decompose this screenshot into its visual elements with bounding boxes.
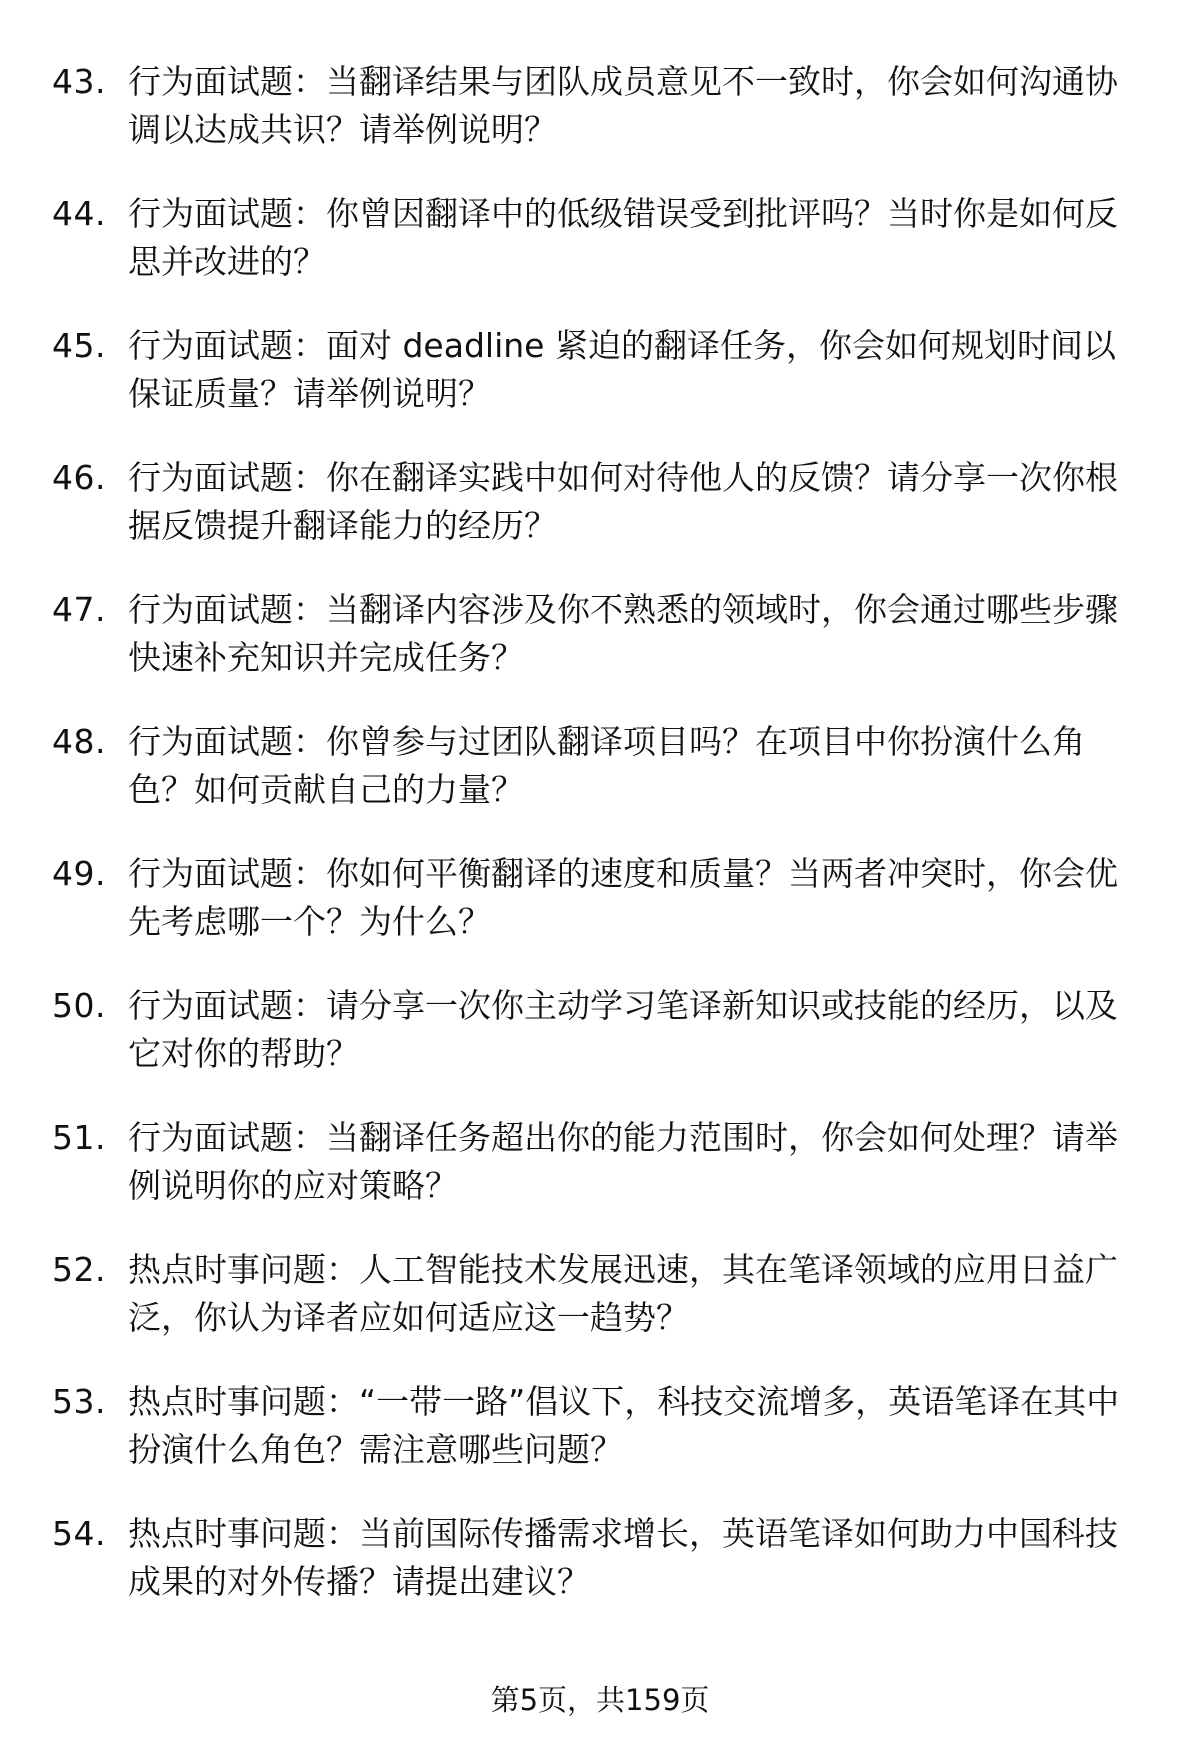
question-text: 热点时事问题：“一带一路”倡议下，科技交流增多，英语笔译在其中扮演什么角色？需注意哪些问题？	[128, 1382, 1120, 1469]
question-number: 48.	[52, 722, 106, 761]
page-footer: 第5页，共159页	[490, 1683, 710, 1717]
question-number: 51.	[52, 1118, 106, 1157]
question-item	[52, 982, 1142, 1114]
question-item	[52, 322, 1142, 454]
question-text: 行为面试题：你如何平衡翻译的速度和质量？当两者冲突时，你会优先考虑哪一个？为什么？	[128, 854, 1118, 941]
question-text: 行为面试题：当翻译任务超出你的能力范围时，你会如何处理？请举例说明你的应对策略？	[128, 1118, 1118, 1205]
question-number: 44.	[52, 194, 106, 233]
question-text: 行为面试题：你曾因翻译中的低级错误受到批评吗？当时你是如何反思并改进的？	[128, 194, 1118, 281]
question-text: 行为面试题：你曾参与过团队翻译项目吗？在项目中你扮演什么角色？如何贡献自己的力量？	[128, 722, 1085, 809]
question-item	[52, 454, 1142, 586]
question-text: 行为面试题：当翻译结果与团队成员意见不一致时，你会如何沟通协调以达成共识？请举例说明？	[128, 62, 1118, 149]
question-number: 43.	[52, 62, 106, 101]
question-text: 热点时事问题：当前国际传播需求增长，英语笔译如何助力中国科技成果的对外传播？请提出建议？	[128, 1514, 1118, 1601]
question-item	[52, 1114, 1142, 1246]
question-item	[52, 1510, 1142, 1642]
question-number: 50.	[52, 986, 106, 1025]
question-item	[52, 58, 1142, 190]
question-text: 行为面试题：你在翻译实践中如何对待他人的反馈？请分享一次你根据反馈提升翻译能力的经历？	[128, 458, 1118, 545]
question-item	[52, 190, 1142, 322]
question-number: 54.	[52, 1514, 106, 1553]
question-item	[52, 850, 1142, 982]
question-number: 47.	[52, 590, 106, 629]
question-number: 46.	[52, 458, 106, 497]
question-number: 53.	[52, 1382, 106, 1421]
question-list	[52, 58, 1142, 1642]
question-number: 52.	[52, 1250, 106, 1289]
question-item	[52, 1378, 1142, 1510]
question-number: 49.	[52, 854, 106, 893]
question-number: 45.	[52, 326, 106, 365]
question-text: 行为面试题：面对 deadline 紧迫的翻译任务，你会如何规划时间以保证质量？请举例说明？	[128, 326, 1116, 413]
question-item	[52, 1246, 1142, 1378]
question-text: 行为面试题：请分享一次你主动学习笔译新知识或技能的经历，以及它对你的帮助？	[128, 986, 1118, 1073]
question-text: 行为面试题：当翻译内容涉及你不熟悉的领域时，你会通过哪些步骤快速补充知识并完成任务？	[128, 590, 1118, 677]
question-item	[52, 586, 1142, 718]
question-text: 热点时事问题：人工智能技术发展迅速，其在笔译领域的应用日益广泛，你认为译者应如何适应这一趋势？	[128, 1250, 1118, 1337]
question-item	[52, 718, 1142, 850]
